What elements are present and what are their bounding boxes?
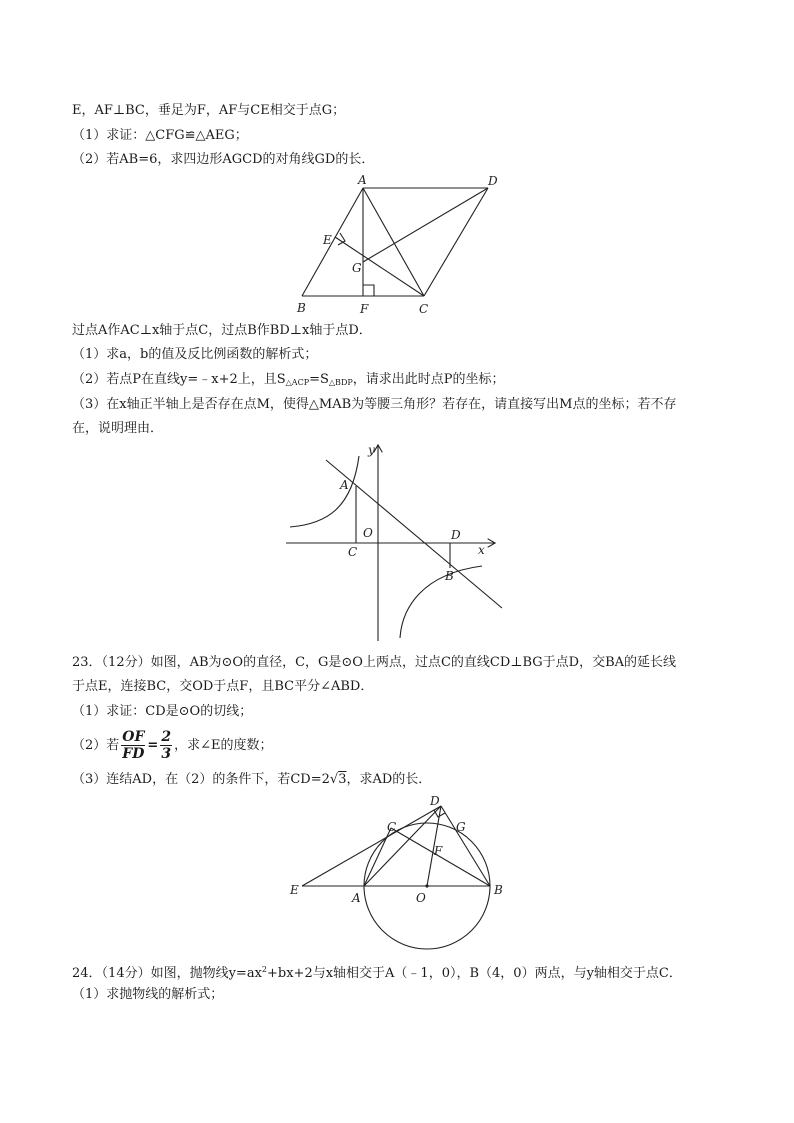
label-B: B	[297, 301, 306, 315]
q24-line2: （1）求抛物线的解析式；	[72, 987, 224, 1002]
q23-line2: 于点E，连接BC，交OD于点F，且BC平分∠ABD．	[72, 679, 374, 694]
label-C: C	[348, 545, 358, 559]
q22-line1: 过点A作AC⊥x轴于点C，过点B作BD⊥x轴于点D．	[72, 323, 372, 338]
segment-AC	[363, 188, 424, 296]
fraction-OF-FD: $\frac{OF}{FD}$	[122, 729, 145, 762]
q22-line2: （1）求a，b的值及反比例函数的解析式；	[72, 347, 318, 362]
label-F: F	[434, 844, 443, 858]
q22-line5: 在，说明理由．	[72, 421, 164, 436]
label-C: C	[419, 302, 429, 316]
label-D: D	[451, 528, 461, 542]
q24-line1: 24．（14分）如图，抛物线$y=ax^2+bx+2$与x轴相交于A（﹣1，0），B（4，0）两点，与y轴相交于点C．	[72, 965, 682, 981]
segment-EC	[335, 237, 424, 296]
label-A: A	[340, 478, 349, 492]
label-E: E	[323, 233, 332, 247]
q23-line3: （1）求证：CD是⊙O的切线；	[72, 704, 253, 719]
label-C: C	[387, 820, 397, 834]
label-B: B	[494, 883, 503, 897]
label-y: y	[368, 443, 375, 457]
q22prev-line3: （2）若AB=6，求四边形AGCD的对角线GD的长．	[72, 152, 375, 167]
segment-DB	[441, 806, 490, 886]
label-D: D	[488, 174, 498, 188]
segment-GD	[363, 188, 488, 262]
line-AB	[326, 460, 502, 608]
q22-line4: （3）在x轴正半轴上是否存在点M，使得△MAB为等腰三角形？若存在，请直接写出M点的坐标；若不存	[72, 397, 677, 412]
center-dot	[425, 884, 428, 887]
label-O: O	[416, 891, 426, 905]
label-B: B	[445, 569, 454, 583]
label-x: x	[478, 543, 485, 557]
label-D: D	[430, 796, 440, 808]
q22prev-line2: （1）求证：△CFG≌△AEG；	[72, 128, 248, 143]
q23-line5: （3）连结AD，在（2）的条件下，若CD=2√3，求AD的长．	[72, 772, 432, 787]
line-ED	[302, 806, 441, 886]
label-A: A	[352, 891, 361, 905]
fraction-2-3: $\frac{2}{3}$	[161, 729, 172, 762]
figure-circle	[284, 796, 514, 954]
label-G: G	[352, 261, 362, 275]
figure-parallelogram	[290, 172, 510, 320]
right-angle-F	[363, 285, 374, 296]
label-E: E	[290, 883, 299, 897]
figure-hyperbola	[282, 438, 512, 644]
label-O: O	[363, 526, 373, 540]
segment-CA	[364, 828, 391, 886]
q22prev-line1: E，AF⊥BC，垂足为F，AF与CE相交于点G；	[72, 103, 346, 118]
segment-AB	[302, 188, 363, 296]
label-G: G	[456, 820, 466, 834]
q23-line1: 23．（12分）如图，AB为⊙O的直径，C，G是⊙O上两点，过点C的直线CD⊥BG于点D，交BA的延长线	[72, 655, 677, 670]
q23-line4: （2）若 $\frac{OF}{FD}$ = $\frac{2}{3}$ ，求∠E的度数；	[72, 729, 273, 762]
label-A: A	[358, 173, 367, 187]
q22-line3: （2）若点P在直线y=﹣x+2上，且$S_{\triangle ACP}=S_{\triangle BDP}$，请求出此时点P的坐标；	[72, 372, 505, 387]
label-F: F	[360, 302, 369, 316]
hyperbola-branch-right	[400, 566, 482, 638]
segment-DC	[424, 188, 488, 296]
